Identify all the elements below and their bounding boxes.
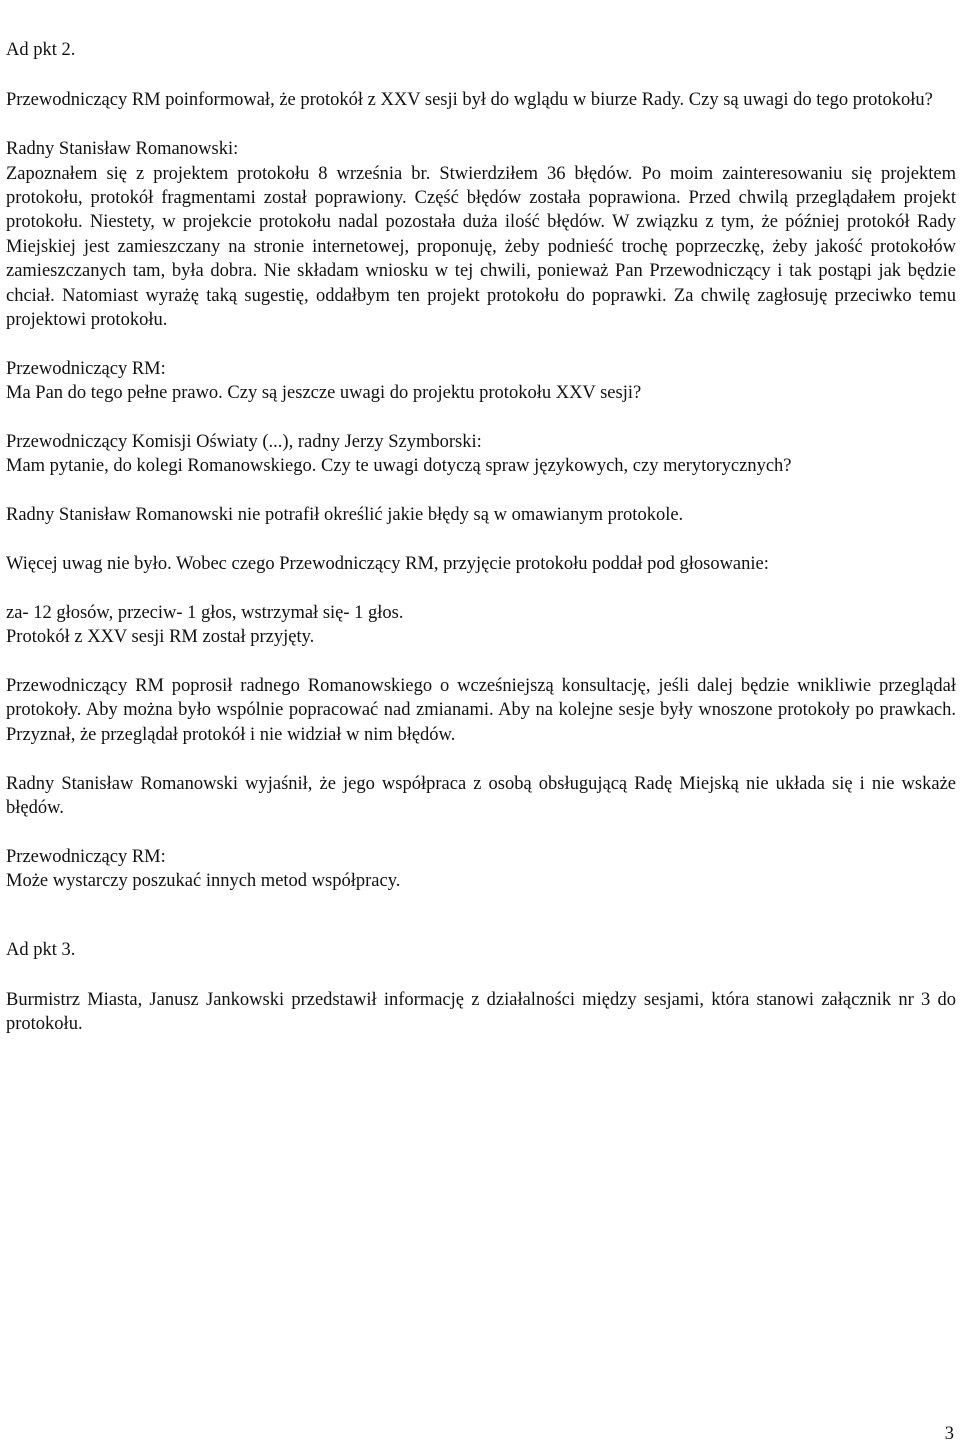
heading-text: Ad pkt 2. — [6, 40, 76, 60]
statement-szymborski — [6, 430, 956, 479]
paragraph-romanowski-answer — [6, 503, 956, 527]
section-heading-pkt2 — [6, 38, 956, 62]
paragraph-chair-announcement — [6, 88, 956, 112]
vote-result-block — [6, 601, 956, 650]
statement-text: Zapoznałem się z projektem protokołu 8 września br. Stwierdziłem 36 błędów. Po moim zainteresowaniu się projektem protokołu, protokół fragmentami został poprawiony. Część błędów została poprawiona. Przed chwilą przeglądałem projekt protokołu. Niestety, w projekcie protokołu nadal pozostała duża ilość błędów. W związku z tym, że później protokół Rady Miejskiej jest zamieszczany na stronie internetowej, proponuję, żeby podnieść trochę poprzeczkę, żeby jakość protokołów zamieszczanych tam, była dobra. Nie składam wniosku w tej chwili, ponieważ Pan Przewodniczący i tak postąpi jak będzie chciał. Natomiast wyrażę taką sugestię, oddałbym ten projekt protokołu do poprawki. Za chwilę zagłosuję przeciwko temu projektowi protokołu. — [6, 163, 956, 331]
speaker-label: Przewodniczący RM: — [6, 846, 166, 867]
paragraph-text: Radny Stanisław Romanowski nie potrafił określić jakie błędy są w omawianym protokole. — [6, 505, 684, 526]
paragraph-text: Radny Stanisław Romanowski wyjaśnił, że jego współpraca z osobą obsługującą Radę Miejską nie układa się i nie wskaże błędów. — [6, 773, 956, 819]
paragraph-chair-request — [6, 674, 956, 747]
document-page — [6, 38, 956, 1061]
paragraph-mayor-report — [6, 988, 956, 1037]
vote-tally: za- 12 głosów, przeciw- 1 głos, wstrzymał się- 1 głos. — [6, 602, 404, 623]
paragraph-romanowski-explanation — [6, 772, 956, 821]
paragraph-text: Przewodniczący RM poinformował, że protokół z XXV sesji był do wglądu w biurze Rady. Czy są uwagi do tego protokołu? — [6, 90, 933, 111]
paragraph-vote-intro — [6, 552, 956, 576]
statement-text: Może wystarczy poszukać innych metod współpracy. — [6, 871, 401, 892]
statement-text: Ma Pan do tego pełne prawo. Czy są jeszcze uwagi do projektu protokołu XXV sesji? — [6, 383, 642, 404]
section-heading-pkt3 — [6, 938, 956, 962]
vote-outcome: Protokół z XXV sesji RM został przyjęty. — [6, 627, 315, 648]
paragraph-text: Burmistrz Miasta, Janusz Jankowski przedstawił informację z działalności między sesjami, która stanowi załącznik nr 3 do protokołu. — [6, 990, 956, 1035]
speaker-label: Radny Stanisław Romanowski: — [6, 139, 239, 160]
paragraph-text: Więcej uwag nie było. Wobec czego Przewodniczący RM, przyjęcie protokołu poddał pod głosowanie: — [6, 554, 769, 575]
statement-text: Mam pytanie, do kolegi Romanowskiego. Czy te uwagi dotyczą spraw językowych, czy merytorycznych? — [6, 456, 792, 477]
speaker-label: Przewodniczący Komisji Oświaty (...), radny Jerzy Szymborski: — [6, 432, 482, 453]
statement-chair-2 — [6, 845, 956, 894]
paragraph-text: Przewodniczący RM poprosił radnego Romanowskiego o wcześniejszą konsultację, jeśli dalej będzie wnikliwie przeglądał protokoły. Aby można było wspólnie popracować nad zmianami. Aby na kolejne sesje były wnoszone protokoły po prawkach. Przyznał, że przeglądał protokół i nie widział w nim błędów. — [6, 676, 956, 745]
statement-chair-1 — [6, 357, 956, 406]
speaker-label: Przewodniczący RM: — [6, 358, 166, 379]
heading-text: Ad pkt 3. — [6, 939, 76, 960]
page-number: 3 — [944, 1424, 954, 1444]
statement-romanowski — [6, 137, 956, 332]
